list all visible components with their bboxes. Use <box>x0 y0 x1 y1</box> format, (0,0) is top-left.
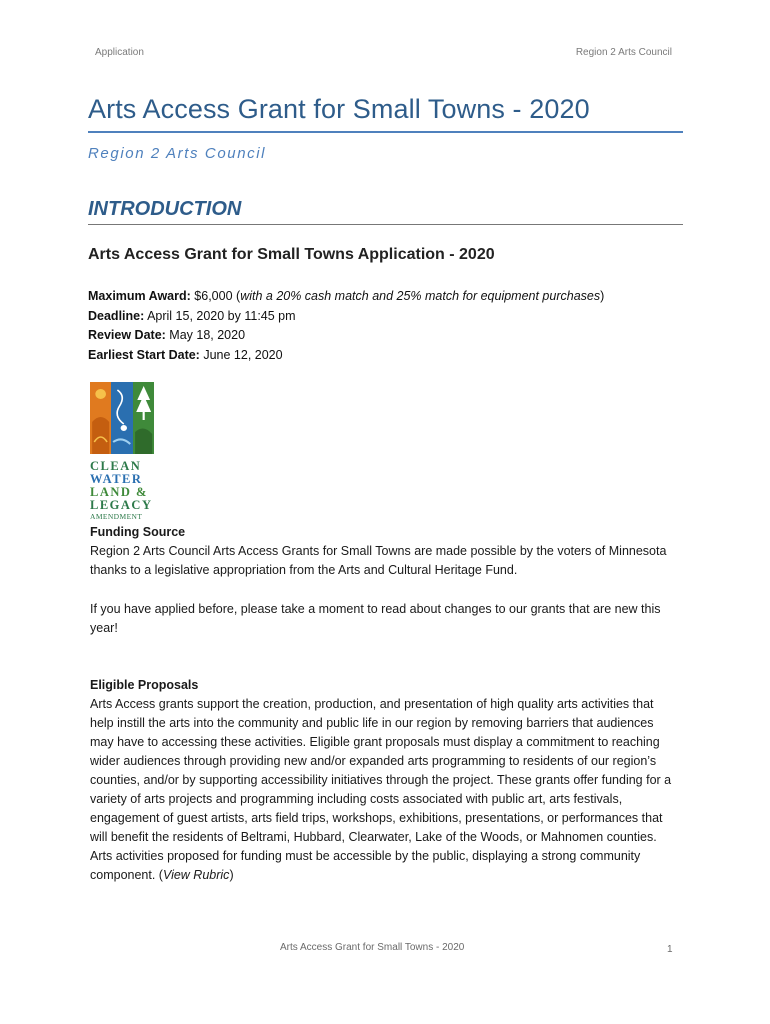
application-heading: Arts Access Grant for Small Towns Application - 2020 <box>88 246 495 263</box>
header-right: Region 2 Arts Council <box>575 47 672 58</box>
applied-before-section <box>90 600 680 638</box>
funding-source-text: Region 2 Arts Council Arts Access Grants for Small Towns are made possible by the voters of Minnesota thanks to a legislative appropriation from the Arts and Cultural Heritage Fund. <box>90 544 667 577</box>
running-header <box>95 47 672 58</box>
review-date-value: May 18, 2020 <box>169 328 246 342</box>
running-footer: Arts Access Grant for Small Towns - 2020 <box>280 942 465 953</box>
logo-wordmark <box>90 460 158 521</box>
eligible-proposals-heading: Eligible Proposals <box>90 678 199 692</box>
document-title: Arts Access Grant for Small Towns - 2020 <box>88 94 683 133</box>
key-facts <box>88 287 688 365</box>
rubric-open-paren: ( <box>155 868 163 882</box>
logo-green-panel <box>133 382 154 454</box>
logo-orange-panel <box>90 382 111 454</box>
sun-figure-icon <box>90 382 111 454</box>
start-date-value: June 12, 2020 <box>203 347 283 362</box>
maximum-award-note-close: ) <box>600 289 605 303</box>
logo-art-panels <box>90 382 154 454</box>
funding-source-section <box>90 523 680 580</box>
tree-icon <box>133 382 154 454</box>
page-number: 1 <box>667 944 673 955</box>
eligible-proposals-section <box>90 676 680 885</box>
music-note-icon <box>111 382 132 454</box>
funding-source-heading: Funding Source <box>90 525 186 539</box>
deadline-line <box>88 307 688 327</box>
logo-line-amendment: AMENDMENT <box>90 512 143 521</box>
header-left: Application <box>95 47 144 58</box>
maximum-award-label: Maximum Award: <box>88 289 191 303</box>
eligible-proposals-text: Arts Access grants support the creation, production, and presentation of high quality arts activities that help instill the arts into the community and public life in our region by removing barriers that audiences may have to accessing these activities. Eligible grant proposals must display a commitment to reaching wider audiences through providing new and/or expanded arts programming to residents of our region’s counties, and/or by supporting accessibility initiatives through the project. These grants offer funding for a variety of arts projects and programming including costs associated with public art, arts festivals, engagement of guest artists, arts field trips, workshops, exhibitions, presentations, or performances that will benefit the residents of Beltrami, Hubbard, Clearwater, Lake of the Woods, or Mahnomen counties. Arts activities proposed for funding must be accessible by the public, displaying a strong community component. <box>90 697 672 882</box>
start-date-label: Earliest Start Date: <box>88 347 200 362</box>
maximum-award-note-open: ( <box>236 289 241 303</box>
logo-line-legacy: LEGACY <box>90 498 153 512</box>
applied-before-text: If you have applied before, please take a moment to read about changes to our grants that are new this year! <box>90 602 661 635</box>
logo-blue-panel <box>111 382 132 454</box>
review-date-line <box>88 326 688 346</box>
review-date-label: Review Date: <box>88 328 166 342</box>
deadline-label: Deadline: <box>88 308 145 323</box>
clean-water-land-legacy-logo <box>90 382 158 524</box>
maximum-award-value: $6,000 <box>194 289 233 303</box>
maximum-award-note: with a 20% cash match and 25% match for equipment purchases <box>240 289 601 303</box>
document-subtitle: Region 2 Arts Council <box>88 145 267 162</box>
deadline-value: April 15, 2020 by 11:45 pm <box>147 308 296 323</box>
eligible-proposals-paragraph <box>90 695 680 885</box>
logo-line-clean: CLEAN <box>90 459 142 473</box>
start-date-line <box>88 346 688 366</box>
maximum-award-line <box>88 287 688 307</box>
view-rubric-link[interactable]: View Rubric <box>162 868 230 882</box>
rubric-close-paren: ) <box>229 868 234 882</box>
section-heading-introduction: INTRODUCTION <box>88 198 683 225</box>
logo-line-land: LAND & <box>90 485 148 499</box>
logo-line-water: WATER <box>90 472 143 486</box>
